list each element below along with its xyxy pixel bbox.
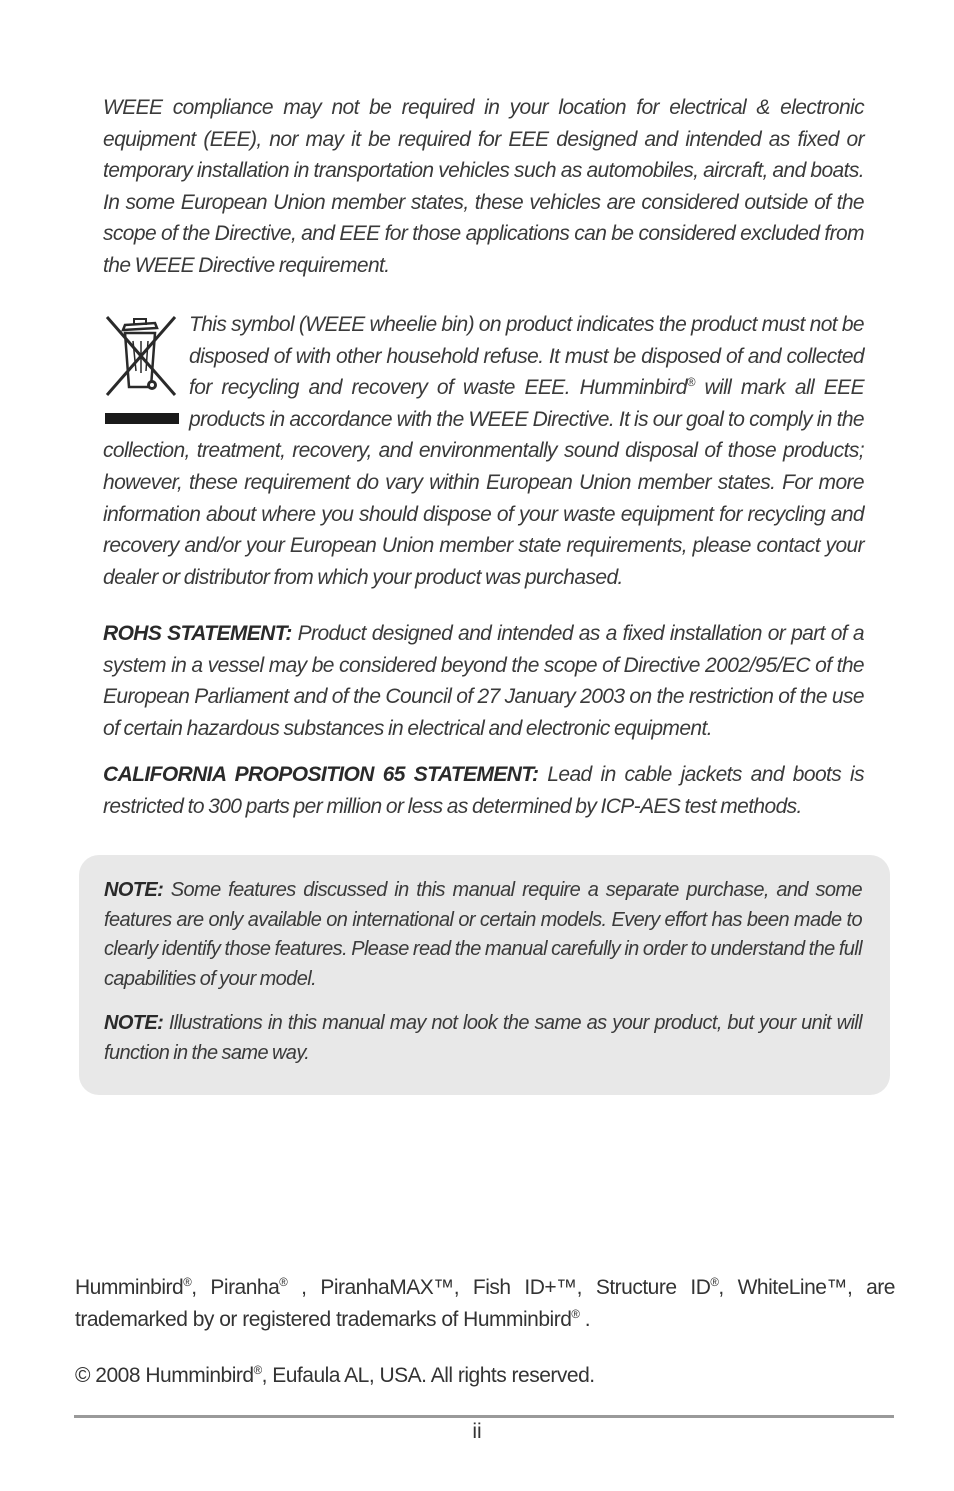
weee-symbol-text-1: This symbol (WEEE wheelie bin) on product indicates the product must not be disposed of with other household refuse. It must be disposed of and collected for recycling and recovery of waste EEE. Humminbird bbox=[189, 313, 864, 400]
trademark-text: , PiranhaMAX™, Fish ID+™, Structure ID bbox=[287, 1276, 711, 1299]
note-paragraph bbox=[104, 876, 862, 994]
registered-mark: ® bbox=[253, 1365, 262, 1377]
california-label: CALIFORNIA PROPOSITION 65 STATEMENT: bbox=[103, 763, 539, 786]
trademark-text: , WhiteLine™, are trademarked by or registered trademarks of Humminbird bbox=[75, 1276, 895, 1331]
note-label: NOTE: bbox=[104, 879, 164, 901]
page-number: ii bbox=[472, 1420, 482, 1443]
weee-symbol-paragraph bbox=[103, 309, 864, 593]
weee-intro-paragraph: WEEE compliance may not be required in your location for electrical & electronic equipment (EEE), nor may it be required for EEE designed and intended as fixed or temporary installation in transportation vehicles such as automobiles, aircraft, and boats. In some European Union member states, these vehicles are considered outside of the scope of the Directive, and EEE for those applications can be considered excluded from the WEEE Directive requirement. bbox=[103, 96, 864, 277]
trademarks-notice bbox=[75, 1272, 895, 1336]
note-paragraph bbox=[104, 1009, 862, 1068]
copyright-notice bbox=[75, 1360, 895, 1392]
copyright-text: © 2008 Humminbird bbox=[75, 1364, 254, 1387]
registered-mark: ® bbox=[183, 1277, 192, 1289]
trademark-text: . bbox=[579, 1308, 591, 1331]
rohs-statement bbox=[103, 618, 864, 744]
note-text: Illustrations in this manual may not look the same as your product, but your unit will function in the same way. bbox=[104, 1012, 862, 1064]
rohs-text: Product designed and intended as a fixed installation or part of a system in a vessel may be considered beyond the scope of Directive 2002/95/EC of the European Parliament and of the Council of 27 January 2003 on the restriction of the use of certain hazardous substances in electrical and electronic equipment. bbox=[103, 622, 864, 740]
copyright-text: , Eufaula AL, USA. All rights reserved. bbox=[261, 1364, 595, 1387]
registered-mark: ® bbox=[710, 1277, 719, 1289]
california-text: Lead in cable jackets and boots is restricted to 300 parts per million or less as determined by ICP-AES test methods. bbox=[103, 763, 865, 818]
note-label: NOTE: bbox=[104, 1012, 164, 1034]
weee-wheelie-bin-icon bbox=[103, 311, 187, 435]
footer-divider bbox=[74, 1415, 894, 1418]
trademark-text: Humminbird bbox=[75, 1276, 184, 1299]
weee-symbol-text-2: will mark all EEE products in accordance with the WEEE Directive. It is our goal to comply in the collection, treatment, recovery, and environmentally sound disposal of those products; however, these requirement do vary within European Union member states. For more information about where you should dispose of your waste equipment for recycling and recovery and/or your European Union member state requirements, please contact your dealer or distributor from which your product was purchased. bbox=[103, 376, 864, 589]
note-text: Some features discussed in this manual require a separate purchase, and some features are only available on international or certain models. Every effort has been made to clearly identify those features. Please read the manual carefully in order to understand the full capabilities of your model. bbox=[104, 879, 862, 990]
rohs-label: ROHS STATEMENT: bbox=[103, 622, 292, 645]
trademark-text: , Piranha bbox=[191, 1276, 280, 1299]
registered-mark: ® bbox=[571, 1309, 580, 1321]
california-prop65-statement bbox=[103, 759, 864, 822]
registered-mark: ® bbox=[686, 377, 695, 390]
registered-mark: ® bbox=[279, 1277, 288, 1289]
